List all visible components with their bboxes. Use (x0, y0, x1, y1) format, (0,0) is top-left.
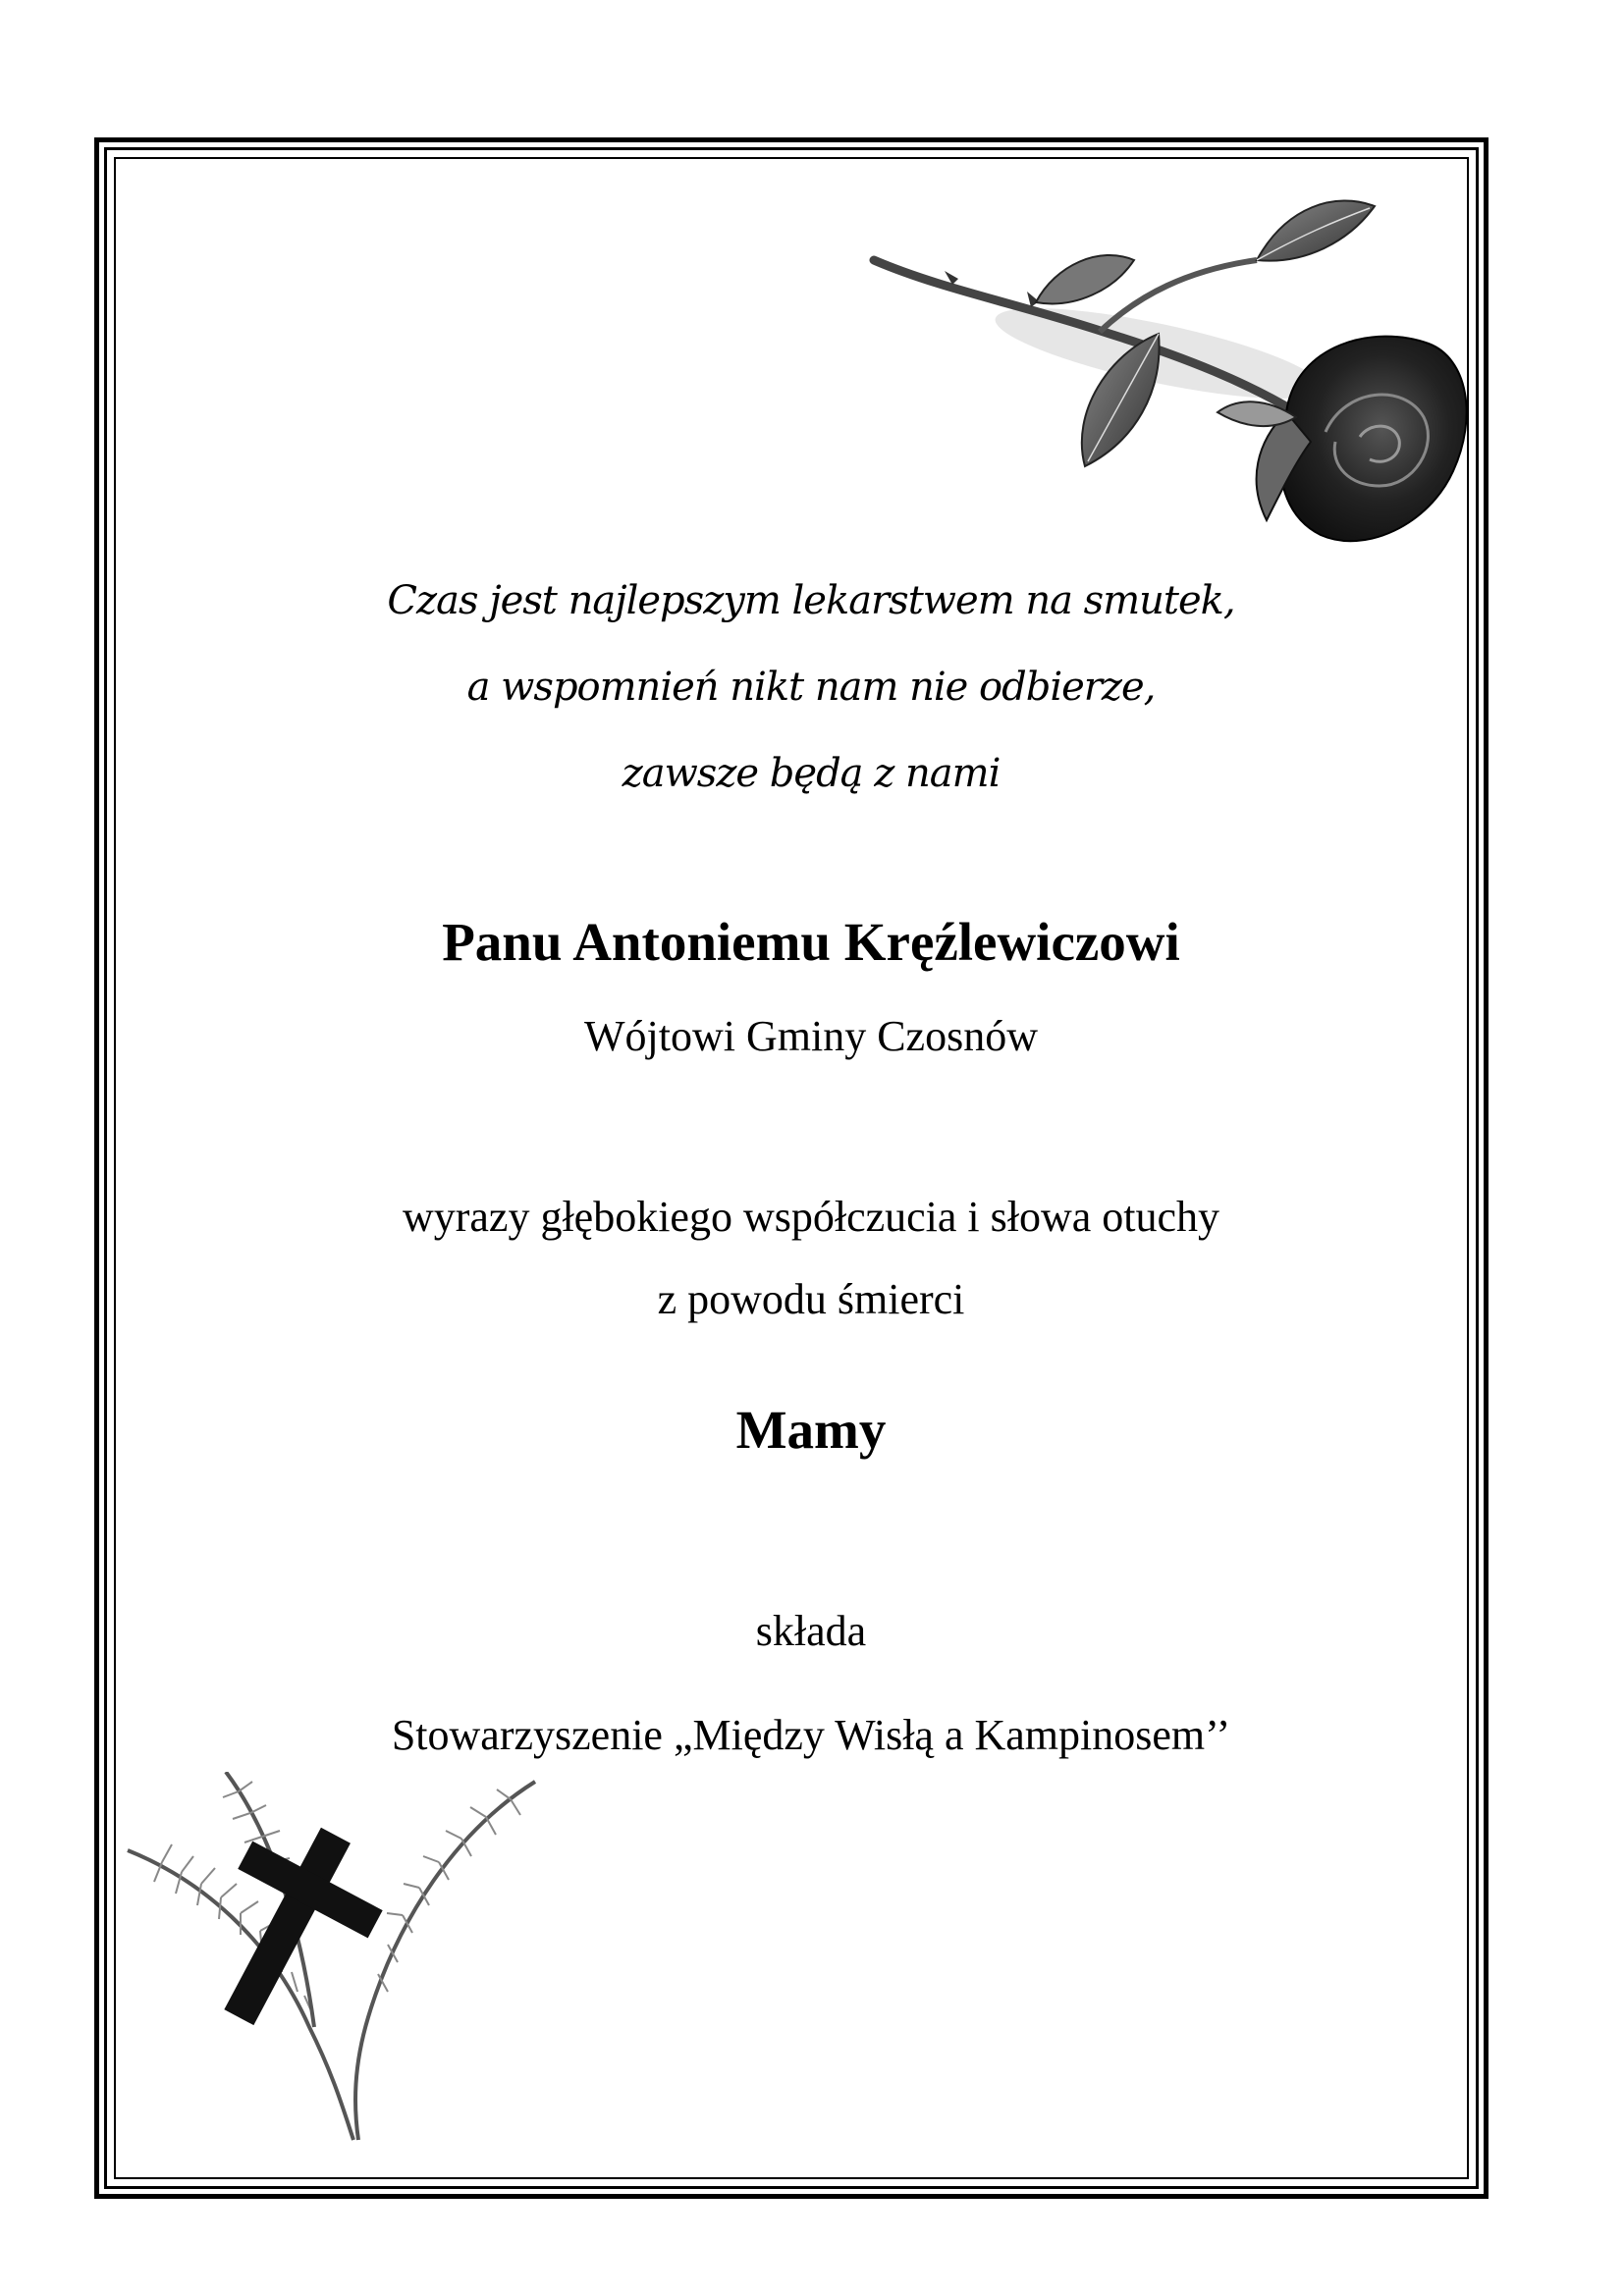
memorial-poem (114, 558, 1508, 817)
condolence-line: z powodu śmierci (657, 1275, 965, 1323)
rose-icon (864, 187, 1473, 579)
condolence-text (114, 1176, 1508, 1341)
poem-line: Czas jest najlepszym lekarstwem na smutek, (387, 578, 1235, 623)
poem-line: zawsze będą z nami (622, 751, 1001, 796)
poem-line: a wspomnień nikt nam nie odbierze, (466, 665, 1156, 710)
sender-verb: składa (755, 1607, 867, 1655)
recipient-title: Wójtowi Gminy Czosnów (584, 1012, 1038, 1060)
deceased-name: Mamy (735, 1400, 887, 1460)
condolence-line: wyrazy głębokiego współczucia i słowa otuchy (402, 1193, 1220, 1241)
sender-name: Stowarzyszenie „Między Wisłą a Kampinosem’’ (391, 1711, 1231, 1759)
cross-with-ferns-icon (123, 1772, 545, 2145)
recipient-name: Panu Antoniemu Kręźlewiczowi (442, 912, 1180, 972)
